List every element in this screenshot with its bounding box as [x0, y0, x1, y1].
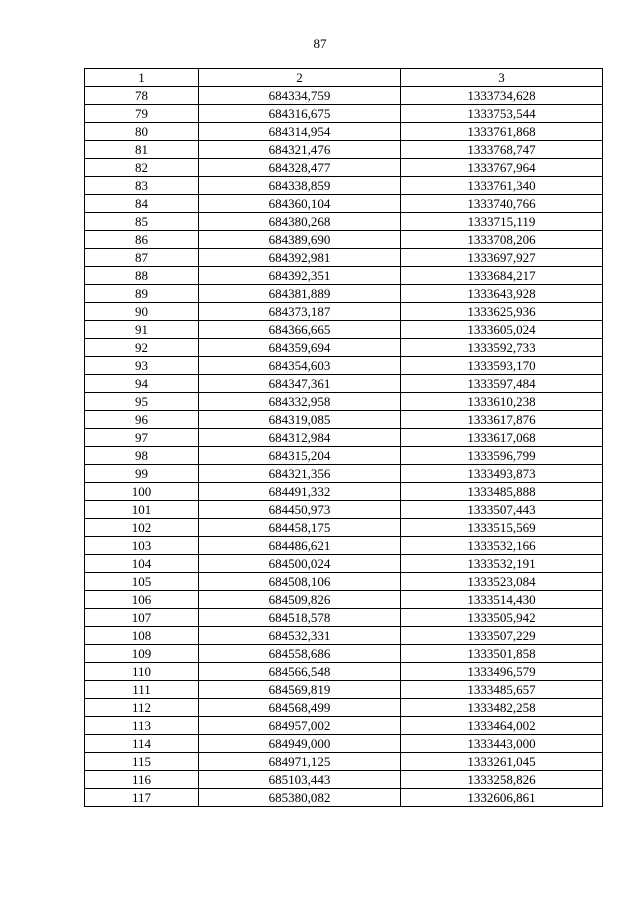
- point-number-cell: 87: [85, 249, 199, 267]
- y-coordinate-cell: 1333593,170: [401, 357, 603, 375]
- point-number-cell: 106: [85, 591, 199, 609]
- x-coordinate-cell: 684319,085: [199, 411, 401, 429]
- table-header-row: [85, 69, 603, 87]
- x-coordinate-cell: 684532,331: [199, 627, 401, 645]
- x-coordinate-cell: 684334,759: [199, 87, 401, 105]
- y-coordinate-cell: 1333505,942: [401, 609, 603, 627]
- y-coordinate-cell: 1333617,876: [401, 411, 603, 429]
- y-coordinate-cell: 1333507,443: [401, 501, 603, 519]
- table-row: [85, 249, 603, 267]
- x-coordinate-cell: 684360,104: [199, 195, 401, 213]
- table-row: [85, 789, 603, 807]
- table-row: [85, 501, 603, 519]
- point-number-cell: 93: [85, 357, 199, 375]
- point-number-cell: 86: [85, 231, 199, 249]
- table-row: [85, 177, 603, 195]
- y-coordinate-cell: 1333684,217: [401, 267, 603, 285]
- table-row: [85, 357, 603, 375]
- y-coordinate-cell: 1333617,068: [401, 429, 603, 447]
- table-row: [85, 213, 603, 231]
- page-number: 87: [313, 36, 327, 51]
- point-number-cell: 111: [85, 681, 199, 699]
- column-header-1: 1: [85, 69, 199, 87]
- table-row: [85, 393, 603, 411]
- x-coordinate-cell: 684354,603: [199, 357, 401, 375]
- x-coordinate-cell: 684381,889: [199, 285, 401, 303]
- x-coordinate-cell: 684518,578: [199, 609, 401, 627]
- point-number-cell: 116: [85, 771, 199, 789]
- y-coordinate-cell: 1333261,045: [401, 753, 603, 771]
- point-number-cell: 82: [85, 159, 199, 177]
- x-coordinate-cell: 684486,621: [199, 537, 401, 555]
- table-row: [85, 105, 603, 123]
- point-number-cell: 104: [85, 555, 199, 573]
- y-coordinate-cell: 1333715,119: [401, 213, 603, 231]
- point-number-cell: 100: [85, 483, 199, 501]
- table-row: [85, 753, 603, 771]
- table-row: [85, 159, 603, 177]
- y-coordinate-cell: 1333740,766: [401, 195, 603, 213]
- y-coordinate-cell: 1333610,238: [401, 393, 603, 411]
- point-number-cell: 84: [85, 195, 199, 213]
- table-row: [85, 537, 603, 555]
- y-coordinate-cell: 1333523,084: [401, 573, 603, 591]
- table-row: [85, 123, 603, 141]
- table-row: [85, 447, 603, 465]
- x-coordinate-cell: 684458,175: [199, 519, 401, 537]
- point-number-cell: 79: [85, 105, 199, 123]
- y-coordinate-cell: 1333532,191: [401, 555, 603, 573]
- table-row: [85, 195, 603, 213]
- x-coordinate-cell: 684380,268: [199, 213, 401, 231]
- table-row: [85, 717, 603, 735]
- point-number-cell: 89: [85, 285, 199, 303]
- y-coordinate-cell: 1333485,888: [401, 483, 603, 501]
- point-number-cell: 99: [85, 465, 199, 483]
- point-number-cell: 105: [85, 573, 199, 591]
- x-coordinate-cell: 684568,499: [199, 699, 401, 717]
- x-coordinate-cell: 685103,443: [199, 771, 401, 789]
- y-coordinate-cell: 1333734,628: [401, 87, 603, 105]
- y-coordinate-cell: 1333753,544: [401, 105, 603, 123]
- point-number-cell: 109: [85, 645, 199, 663]
- y-coordinate-cell: 1333768,747: [401, 141, 603, 159]
- x-coordinate-cell: 684389,690: [199, 231, 401, 249]
- point-number-cell: 108: [85, 627, 199, 645]
- table-row: [85, 663, 603, 681]
- y-coordinate-cell: 1332606,861: [401, 789, 603, 807]
- point-number-cell: 95: [85, 393, 199, 411]
- x-coordinate-cell: 685380,082: [199, 789, 401, 807]
- table-row: [85, 699, 603, 717]
- x-coordinate-cell: 684971,125: [199, 753, 401, 771]
- point-number-cell: 113: [85, 717, 199, 735]
- x-coordinate-cell: 684314,954: [199, 123, 401, 141]
- point-number-cell: 94: [85, 375, 199, 393]
- table-row: [85, 573, 603, 591]
- coordinates-table: [84, 68, 603, 807]
- y-coordinate-cell: 1333761,868: [401, 123, 603, 141]
- point-number-cell: 115: [85, 753, 199, 771]
- point-number-cell: 88: [85, 267, 199, 285]
- point-number-cell: 102: [85, 519, 199, 537]
- table-row: [85, 321, 603, 339]
- table-row: [85, 303, 603, 321]
- table-row: [85, 609, 603, 627]
- y-coordinate-cell: 1333596,799: [401, 447, 603, 465]
- point-number-cell: 83: [85, 177, 199, 195]
- x-coordinate-cell: 684450,973: [199, 501, 401, 519]
- y-coordinate-cell: 1333697,927: [401, 249, 603, 267]
- x-coordinate-cell: 684328,477: [199, 159, 401, 177]
- table-row: [85, 231, 603, 249]
- y-coordinate-cell: 1333605,024: [401, 321, 603, 339]
- x-coordinate-cell: 684509,826: [199, 591, 401, 609]
- point-number-cell: 96: [85, 411, 199, 429]
- x-coordinate-cell: 684392,981: [199, 249, 401, 267]
- x-coordinate-cell: 684332,958: [199, 393, 401, 411]
- y-coordinate-cell: 1333464,002: [401, 717, 603, 735]
- table-row: [85, 339, 603, 357]
- x-coordinate-cell: 684569,819: [199, 681, 401, 699]
- table-body: [85, 87, 603, 807]
- table-row: [85, 735, 603, 753]
- point-number-cell: 85: [85, 213, 199, 231]
- x-coordinate-cell: 684359,694: [199, 339, 401, 357]
- table-row: [85, 591, 603, 609]
- point-number-cell: 81: [85, 141, 199, 159]
- y-coordinate-cell: 1333507,229: [401, 627, 603, 645]
- x-coordinate-cell: 684347,361: [199, 375, 401, 393]
- point-number-cell: 91: [85, 321, 199, 339]
- table-row: [85, 645, 603, 663]
- table-row: [85, 465, 603, 483]
- x-coordinate-cell: 684338,859: [199, 177, 401, 195]
- table-row: [85, 375, 603, 393]
- point-number-cell: 97: [85, 429, 199, 447]
- x-coordinate-cell: 684366,665: [199, 321, 401, 339]
- table-row: [85, 681, 603, 699]
- x-coordinate-cell: 684315,204: [199, 447, 401, 465]
- table-row: [85, 429, 603, 447]
- y-coordinate-cell: 1333493,873: [401, 465, 603, 483]
- table-row: [85, 555, 603, 573]
- table-row: [85, 411, 603, 429]
- y-coordinate-cell: 1333625,936: [401, 303, 603, 321]
- y-coordinate-cell: 1333597,484: [401, 375, 603, 393]
- x-coordinate-cell: 684373,187: [199, 303, 401, 321]
- table-row: [85, 285, 603, 303]
- x-coordinate-cell: 684321,476: [199, 141, 401, 159]
- x-coordinate-cell: 684949,000: [199, 735, 401, 753]
- column-header-2: 2: [199, 69, 401, 87]
- point-number-cell: 114: [85, 735, 199, 753]
- point-number-cell: 112: [85, 699, 199, 717]
- column-header-3: 3: [401, 69, 603, 87]
- x-coordinate-cell: 684316,675: [199, 105, 401, 123]
- point-number-cell: 92: [85, 339, 199, 357]
- point-number-cell: 90: [85, 303, 199, 321]
- table-row: [85, 267, 603, 285]
- x-coordinate-cell: 684558,686: [199, 645, 401, 663]
- y-coordinate-cell: 1333767,964: [401, 159, 603, 177]
- y-coordinate-cell: 1333485,657: [401, 681, 603, 699]
- y-coordinate-cell: 1333592,733: [401, 339, 603, 357]
- x-coordinate-cell: 684500,024: [199, 555, 401, 573]
- point-number-cell: 103: [85, 537, 199, 555]
- table-row: [85, 87, 603, 105]
- y-coordinate-cell: 1333643,928: [401, 285, 603, 303]
- point-number-cell: 110: [85, 663, 199, 681]
- table-row: [85, 141, 603, 159]
- x-coordinate-cell: 684957,002: [199, 717, 401, 735]
- table-row: [85, 627, 603, 645]
- x-coordinate-cell: 684491,332: [199, 483, 401, 501]
- point-number-cell: 117: [85, 789, 199, 807]
- table-row: [85, 483, 603, 501]
- x-coordinate-cell: 684321,356: [199, 465, 401, 483]
- y-coordinate-cell: 1333708,206: [401, 231, 603, 249]
- point-number-cell: 80: [85, 123, 199, 141]
- y-coordinate-cell: 1333761,340: [401, 177, 603, 195]
- y-coordinate-cell: 1333501,858: [401, 645, 603, 663]
- y-coordinate-cell: 1333515,569: [401, 519, 603, 537]
- point-number-cell: 101: [85, 501, 199, 519]
- point-number-cell: 98: [85, 447, 199, 465]
- y-coordinate-cell: 1333496,579: [401, 663, 603, 681]
- y-coordinate-cell: 1333443,000: [401, 735, 603, 753]
- y-coordinate-cell: 1333514,430: [401, 591, 603, 609]
- point-number-cell: 78: [85, 87, 199, 105]
- y-coordinate-cell: 1333532,166: [401, 537, 603, 555]
- x-coordinate-cell: 684312,984: [199, 429, 401, 447]
- x-coordinate-cell: 684566,548: [199, 663, 401, 681]
- y-coordinate-cell: 1333258,826: [401, 771, 603, 789]
- point-number-cell: 107: [85, 609, 199, 627]
- x-coordinate-cell: 684392,351: [199, 267, 401, 285]
- x-coordinate-cell: 684508,106: [199, 573, 401, 591]
- table-row: [85, 519, 603, 537]
- y-coordinate-cell: 1333482,258: [401, 699, 603, 717]
- table-row: [85, 771, 603, 789]
